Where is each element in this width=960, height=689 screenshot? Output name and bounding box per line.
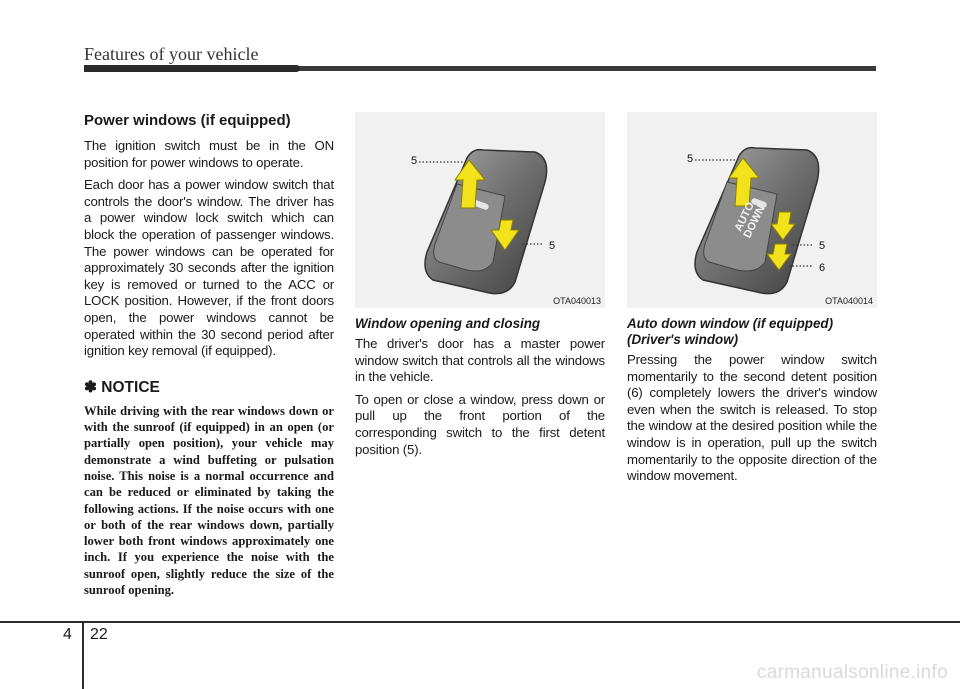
figure-label: 5 [819, 240, 826, 252]
figure-label: 5 [411, 155, 418, 167]
figure-label: 6 [819, 262, 826, 274]
notice-text: While driving with the rear windows down or with the sunroof (if equipped) in an open (or partially open position), your vehicle may demonstrate a wind buffeting or pulsation noise. This noise is a normal occurrence and can be reduced or eliminated by taking the following actions. If the noise occurs with one or both of the rear windows down, partially lower both front windows approximately one inch. If you experience the noise with the sunroof open, slightly reduce the size of the sunroof opening. [84, 403, 334, 597]
figure-window-switch [355, 112, 605, 308]
header-rule [84, 66, 876, 71]
figure-caption: Window opening and closing [355, 316, 541, 331]
left-column [84, 112, 334, 598]
middle-column [355, 112, 605, 464]
watermark: carmanualsonline.info [756, 662, 948, 683]
chapter-number: 4 [63, 626, 72, 643]
paragraph: The ignition switch must be in the ON position for power windows to operate. [84, 138, 334, 170]
notice-title: ✽ NOTICE [84, 378, 160, 396]
paragraph: To open or close a window, press down or pull up the front portion of the corresponding switch to the first detent position (5). [355, 391, 605, 457]
figure-label: 5 [687, 153, 694, 165]
right-column [627, 112, 877, 491]
figure-code: OTA040013 [553, 296, 601, 306]
figure-label: 5 [549, 240, 556, 252]
footer-divider [82, 622, 84, 689]
page-number: 22 [90, 626, 108, 643]
figure-caption: Auto down window (if equipped) (Driver's window) [627, 316, 834, 347]
section-heading-power-windows: Power windows (if equipped) [84, 112, 291, 129]
window-switch-illustration [355, 112, 605, 308]
auto-down-switch-label: AUTO DOWN [732, 200, 768, 241]
figure-auto-down-switch [627, 112, 877, 308]
paragraph: Each door has a power window switch that controls the door's window. The driver has a power window lock switch which can block the operation of passenger windows. The power windows can be operated for approximately 30 seconds after the ignition key is removed or turned to the ACC or LOCK position. However, if the front doors open, the power windows cannot be operated within the 30 second period after ignition key removal (if equipped). [84, 177, 334, 359]
figure-code: OTA040014 [825, 296, 873, 306]
header-rule-tab [84, 65, 300, 72]
page-header-title: Features of your vehicle [84, 44, 259, 64]
paragraph: Pressing the power window switch momentarily to the second detent position (6) completely lowers the driver's window even when the switch is released. To stop the window at the desired position while the window is in operation, pull up the switch momentarily to the opposite direction of the window movement. [627, 352, 877, 484]
footer-rule [0, 621, 960, 623]
paragraph: The driver's door has a master power window switch that controls all the windows in the vehicle. [355, 336, 605, 385]
